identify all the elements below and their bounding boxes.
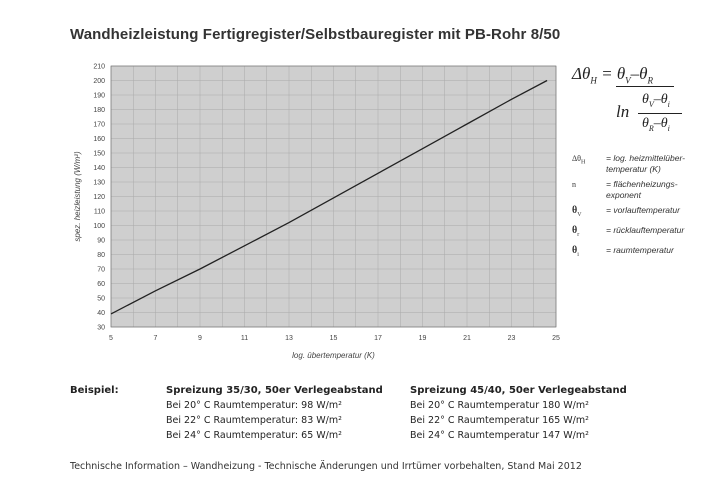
legend-definition: = vorlauftemperatur bbox=[606, 205, 680, 215]
x-tick-label: 5 bbox=[109, 335, 113, 342]
y-tick-label: 100 bbox=[93, 223, 105, 230]
delta-theta-formula bbox=[572, 64, 670, 133]
example-line: Bei 24° C Raumtemperatur: 65 W/m² bbox=[166, 430, 342, 441]
formula-numerator-r: θ bbox=[639, 64, 648, 83]
inner-num-minus: – bbox=[653, 92, 661, 107]
formula-lhs-symbol: Δθ bbox=[572, 64, 591, 83]
inner-den-a-sub: R bbox=[648, 123, 654, 133]
example-line: Bei 22° C Raumtemperatur: 83 W/m² bbox=[166, 415, 342, 426]
formula-numerator-r-sub: R bbox=[647, 75, 654, 86]
legend-item bbox=[572, 245, 712, 261]
y-tick-label: 170 bbox=[93, 121, 105, 129]
y-tick-label: 180 bbox=[93, 107, 105, 114]
formula-numerator-v: θ bbox=[616, 64, 626, 83]
x-axis-label: log. übertemperatur (K) bbox=[292, 351, 375, 360]
x-tick-label: 21 bbox=[463, 335, 471, 342]
example-line: Bei 20° C Raumtemperatur: 98 W/m² bbox=[166, 400, 342, 411]
x-tick-label: 11 bbox=[240, 335, 249, 342]
inner-den-minus: – bbox=[653, 116, 661, 131]
formula-lhs-sub: H bbox=[590, 75, 597, 86]
inner-den-b: θ bbox=[660, 116, 668, 131]
x-tick-label: 13 bbox=[285, 335, 293, 342]
legend-item bbox=[572, 205, 712, 221]
y-tick-label: 160 bbox=[93, 136, 105, 143]
inner-num-b-sub: i bbox=[667, 99, 670, 109]
legend-definition: = flächenheizungs-exponent bbox=[606, 179, 678, 200]
legend-symbol: $\Delta\theta_H$ bbox=[572, 154, 586, 166]
legend-definition: = raumtemperatur bbox=[606, 245, 674, 255]
legend-item bbox=[572, 179, 712, 201]
y-axis-label: spez. heizleistung (W/m²) bbox=[73, 151, 82, 242]
inner-den-b-sub: i bbox=[667, 123, 670, 133]
legend-symbol: $\theta_i$ bbox=[572, 245, 579, 258]
y-tick-label: 70 bbox=[97, 266, 105, 274]
y-tick-label: 40 bbox=[97, 310, 105, 317]
formula-minus: – bbox=[630, 64, 640, 83]
example-column-35-30 bbox=[166, 385, 383, 443]
formula-fraction-line bbox=[616, 86, 674, 87]
example-column-45-40 bbox=[410, 385, 627, 443]
x-tick-label: 19 bbox=[418, 335, 427, 342]
inner-num-a: θ bbox=[642, 92, 649, 107]
example-heading: Spreizung 45/40, 50er Verlegeabstand bbox=[410, 385, 627, 396]
legend-symbol: $\theta_r$ bbox=[572, 225, 580, 238]
symbol-legend bbox=[572, 153, 712, 265]
formula-numerator-v-sub: V bbox=[625, 75, 631, 86]
legend-item bbox=[572, 153, 712, 175]
inner-den-a: θ bbox=[642, 116, 649, 131]
examples-label: Beispiel: bbox=[70, 385, 119, 396]
y-tick-label: 60 bbox=[97, 281, 105, 288]
formula-lhs bbox=[572, 64, 653, 85]
example-line: Bei 24° C Raumtemperatur 147 W/m² bbox=[410, 430, 589, 441]
page-title: Wandheizleistung Fertigregister/Selbstbauregister mit PB-Rohr 8/50 bbox=[70, 26, 561, 43]
y-tick-label: 110 bbox=[93, 208, 105, 216]
example-line: Bei 22° C Raumtemperatur 165 W/m² bbox=[410, 415, 589, 426]
x-tick-label: 15 bbox=[329, 335, 338, 342]
x-tick-label: 17 bbox=[374, 335, 382, 342]
y-tick-label: 150 bbox=[93, 150, 105, 158]
footer-note: Technische Information – Wandheizung - Technische Änderungen und Irrtümer vorbehalten, Stand Mai 2012 bbox=[70, 461, 582, 472]
y-tick-label: 190 bbox=[93, 92, 105, 100]
y-tick-label: 80 bbox=[97, 252, 105, 259]
x-tick-label: 9 bbox=[198, 335, 202, 342]
formula-inner-denominator bbox=[642, 116, 670, 133]
legend-definition: = log. heizmittelüber-temperatur (K) bbox=[606, 153, 685, 174]
y-tick-label: 120 bbox=[93, 194, 105, 201]
inner-num-a-sub: V bbox=[648, 99, 654, 109]
y-tick-label: 130 bbox=[93, 179, 105, 187]
x-tick-label: 23 bbox=[507, 335, 516, 342]
x-tick-label: 25 bbox=[552, 335, 560, 342]
inner-num-b: θ bbox=[660, 92, 668, 107]
x-tick-label: 7 bbox=[153, 335, 158, 342]
y-tick-label: 30 bbox=[97, 324, 105, 332]
legend-symbol: $\theta_V$ bbox=[572, 205, 582, 218]
y-tick-label: 210 bbox=[93, 63, 105, 71]
y-tick-label: 50 bbox=[97, 295, 105, 303]
y-tick-label: 140 bbox=[93, 165, 105, 172]
y-tick-label: 90 bbox=[97, 237, 105, 245]
example-heading: Spreizung 35/30, 50er Verlegeabstand bbox=[166, 385, 383, 396]
formula-equals: = bbox=[601, 64, 613, 83]
legend-item bbox=[572, 225, 712, 241]
example-line: Bei 20° C Raumtemperatur 180 W/m² bbox=[410, 400, 589, 411]
legend-symbol: n bbox=[572, 180, 576, 189]
formula-inner-numerator bbox=[642, 92, 670, 109]
formula-ln: ln bbox=[616, 102, 630, 121]
y-tick-label: 200 bbox=[93, 78, 105, 85]
legend-definition: = rücklauftemperatur bbox=[606, 225, 685, 235]
formula-inner-fraction-line bbox=[638, 113, 682, 114]
